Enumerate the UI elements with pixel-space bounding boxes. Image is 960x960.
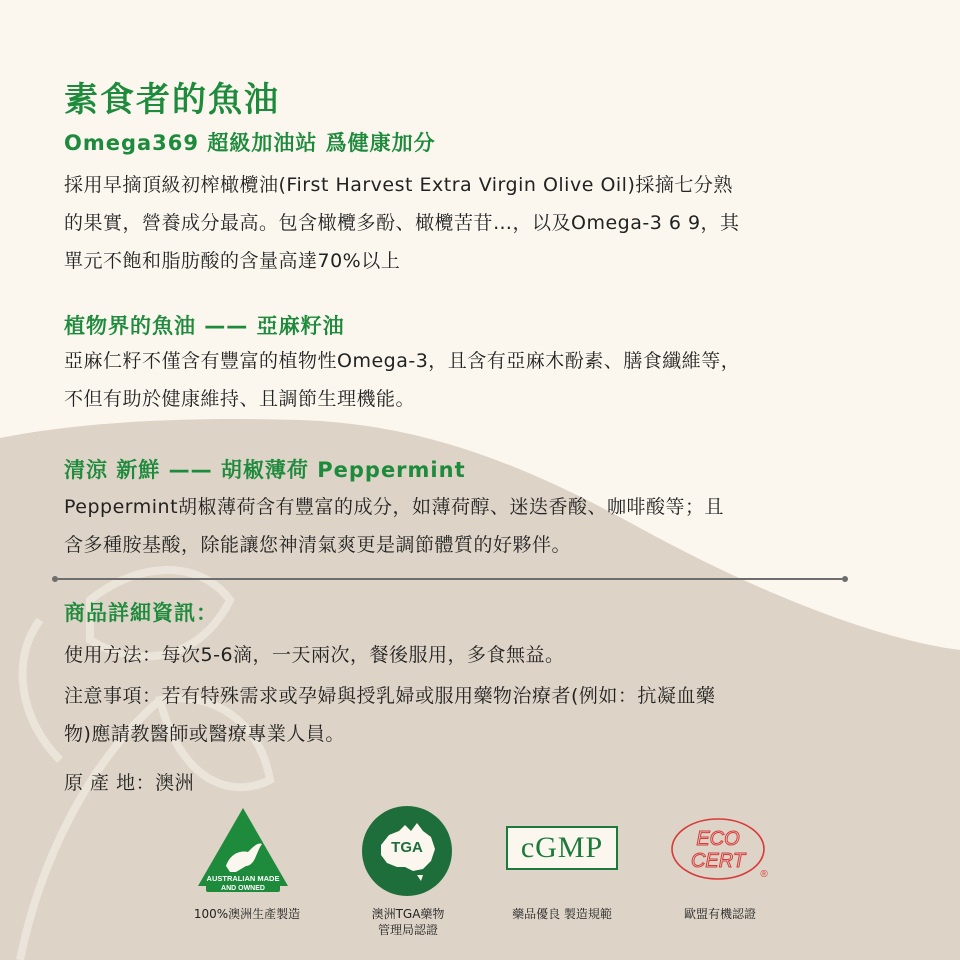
- tga-logo: [361, 805, 453, 897]
- ecocert-logo: [668, 815, 772, 885]
- peppermint-line: 含多種胺基酸，除能讓您神清氣爽更是調節體質的好夥伴。: [64, 534, 572, 556]
- intro-paragraph: [64, 166, 894, 280]
- tga-caption-line: 澳洲TGA藥物: [371, 907, 445, 921]
- details-heading: 商品詳細資訊：: [64, 601, 218, 625]
- gmp-caption: 藥品優良 製造規範: [512, 907, 612, 921]
- caution-line: 注意事項：若有特殊需求或孕婦與授乳婦或服用藥物治療者(例如：抗凝血藥: [64, 685, 716, 707]
- flax-line: 不但有助於健康維持、且調節生理機能。: [64, 388, 416, 410]
- intro-line: 單元不飽和脂肪酸的含量高達70%以上: [64, 250, 401, 272]
- eco-caption: 歐盟有機認證: [683, 907, 756, 921]
- details-origin: 原 產 地：澳洲: [64, 772, 195, 794]
- cert-text: CERT: [690, 850, 746, 872]
- peppermint-heading: 清涼 新鮮 —— 胡椒薄荷 Peppermint: [64, 458, 466, 482]
- cgmp-text: cGMP: [520, 831, 604, 864]
- eco-text: ECO: [696, 828, 740, 850]
- section-divider: [52, 576, 848, 582]
- page-title: 素食者的魚油: [64, 80, 280, 120]
- page-subtitle: Omega369 超級加油站 爲健康加分: [64, 131, 436, 155]
- flax-heading: 植物界的魚油 —— 亞麻籽油: [64, 314, 345, 338]
- details-usage: 使用方法：每次5-6滴，一天兩次，餐後服用，多食無益。: [64, 644, 565, 666]
- peppermint-paragraph: [64, 488, 894, 564]
- registered-mark: ®: [760, 869, 768, 880]
- flax-line: 亞麻仁籽不僅含有豐富的植物性Omega-3，且含有亞麻木酚素、膳食纖維等，: [64, 350, 741, 372]
- intro-line: 的果實，營養成分最高。包含橄欖多酚、橄欖苦苷…，以及Omega-3 6 9，其: [64, 212, 740, 234]
- aus-badge-text2: AND OWNED: [221, 885, 265, 892]
- intro-line: 採用早摘頂級初榨橄欖油(First Harvest Extra Virgin Olive Oil)採摘七分熟: [64, 174, 733, 196]
- caution-line: 物)應請教醫師或醫療專業人員。: [64, 723, 345, 745]
- tga-text: TGA: [391, 839, 423, 856]
- flax-paragraph: [64, 342, 894, 418]
- cgmp-logo: [506, 826, 618, 870]
- aus-caption: 100%澳洲生產製造: [193, 907, 301, 921]
- tga-caption-line: 管理局認證: [377, 923, 438, 937]
- tga-caption: [338, 906, 478, 938]
- peppermint-line: Peppermint胡椒薄荷含有豐富的成分，如薄荷醇、迷迭香酸、咖啡酸等；且: [64, 496, 725, 518]
- details-caution: [64, 677, 894, 753]
- australian-made-logo: [196, 806, 290, 896]
- aus-badge-text1: AUSTRALIAN MADE: [206, 874, 280, 883]
